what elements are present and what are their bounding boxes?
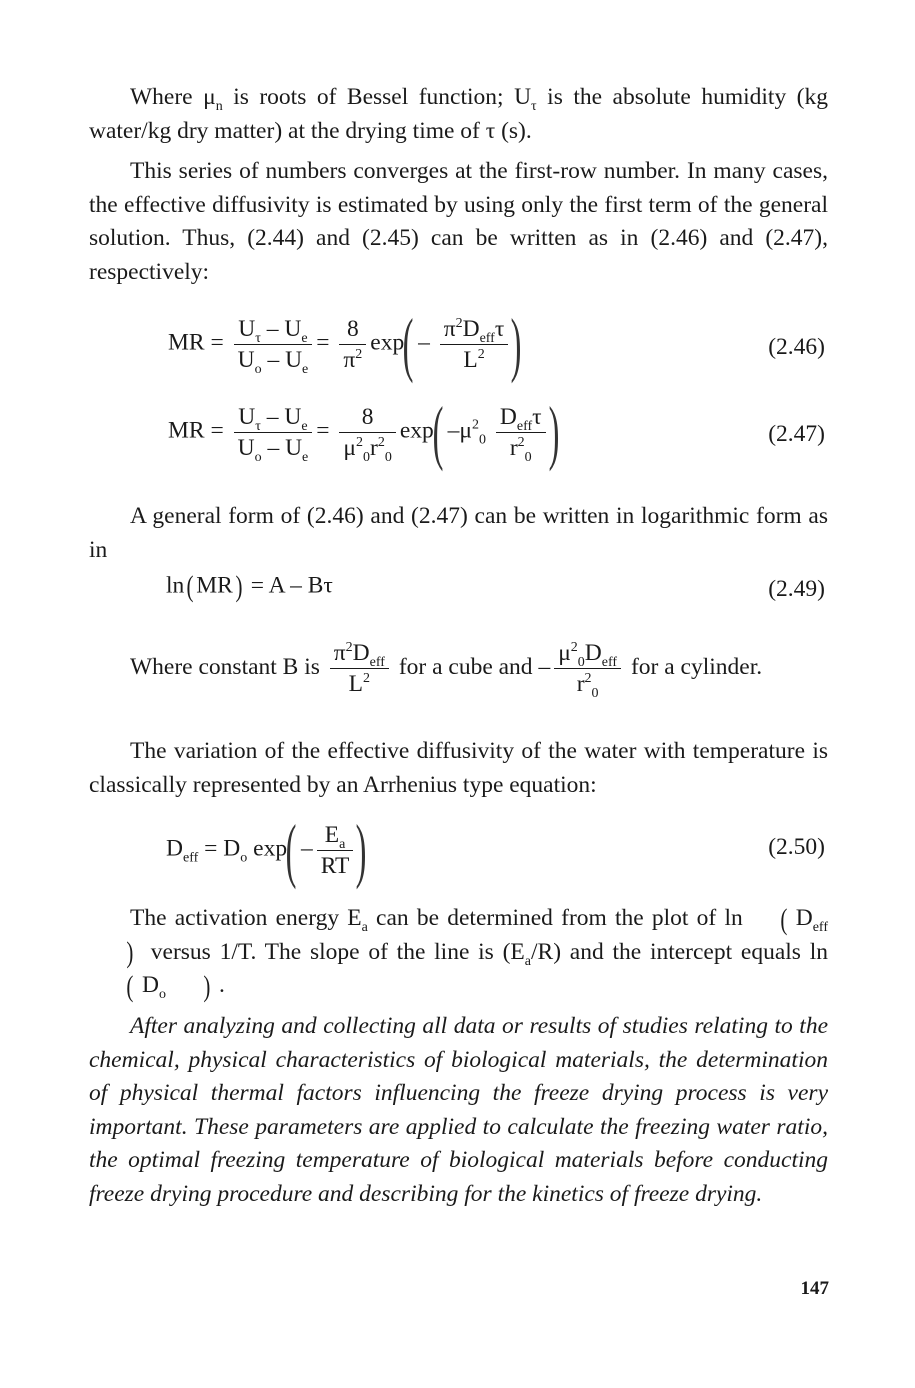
equation-number: (2.46): [768, 334, 825, 360]
text: Where constant B is: [130, 653, 320, 680]
ln-arg: MR: [196, 572, 233, 599]
paragraph-activation: The activation energy $E_a$ can be determined from the plot of ln ( $D_{eff}$) versus 1/T. The slope of the line is $(E_a/R)$ and the intercept equals ln( $D_o$ ) .: [126, 902, 828, 1003]
minus: –: [538, 653, 551, 680]
minus: –: [418, 329, 430, 356]
equation-2-50: $D_{eff} = D_o$ exp( – $\frac{E_a}{RT}$ ): [166, 810, 367, 890]
paragraph-conclusion: After analyzing and collecting all data or results of studies relating to the chemical, physical characteristics of biological materials, the determination of physical thermal factors influencing the freeze drying process is very important. These parameters are applied to calculate the freezing water ratio, the optimal freezing temperature of biological materials before conducting freeze drying procedure and describing for the kinetics of freeze drying.: [89, 1013, 828, 1207]
fraction: $\frac{E_a}{RT}$: [317, 820, 354, 881]
constant-b-line: [130, 638, 762, 699]
fraction: $\frac{\pi^2D_{eff}\tau}{L^2}$: [440, 314, 509, 375]
right-paren: ): [510, 304, 522, 384]
fraction: $\frac{D_{eff}\tau}{r^2_0}$: [496, 402, 546, 463]
equation-2-49: ln( MR) = A – Bτ: [166, 570, 333, 603]
paragraph-arrhenius: The variation of the effective diffusivity of the water with temperature is classically represented by an Arrhenius type equation:: [89, 738, 828, 798]
paragraph-general-form: A general form of (2.46) and (2.47) can be written in logarithmic form as in: [89, 503, 828, 563]
exp: exp: [370, 329, 405, 356]
right-paren: ): [355, 810, 367, 890]
left-paren: (: [402, 304, 414, 384]
subscript: τ: [531, 99, 537, 114]
minus: –: [300, 835, 313, 862]
equals: =: [316, 417, 330, 444]
fraction: $\frac{\mu^2_0D_{eff}}{r^2_0}$: [554, 638, 621, 699]
left-paren: (: [432, 392, 444, 472]
equation-number: (2.47): [768, 421, 825, 447]
equation-number: (2.50): [768, 834, 825, 860]
fraction: $\frac{8}{\pi^2}$: [339, 314, 366, 375]
fraction: $\frac{U_\tau - U_e}{U_o - U_e}$: [234, 314, 313, 375]
text: for a cube and: [398, 653, 533, 680]
equation-2-46: [168, 304, 522, 384]
paragraph-bessel: [89, 81, 828, 148]
eq-rhs: = A – Bτ: [244, 572, 333, 599]
text: is the absolute humidity (kg water/kg dry matter) at the drying time of τ (s).: [89, 84, 829, 144]
eq-lhs: MR =: [168, 417, 224, 444]
subscript: n: [215, 99, 223, 114]
equation-2-47: MR = $\frac{U_\tau - U_e}{U_o - U_e}$ = $\frac{8}{\mu^2_0r^2_0}$ exp( $-\mu^2_0$ $\frac{D_{eff}\tau}{r^2_0}$ ): [168, 392, 559, 472]
left-paren: (: [285, 810, 297, 890]
minus: –μ: [447, 417, 472, 444]
equation-number: (2.49): [768, 576, 825, 602]
text: is roots of Bessel function; U: [222, 84, 532, 110]
exp: exp: [399, 417, 434, 444]
exp: exp: [247, 835, 288, 862]
fraction: $\frac{U_\tau - U_e}{U_o - U_e}$: [234, 402, 313, 463]
ln: ln: [166, 572, 185, 599]
fraction: $\frac{\pi^2D_{eff}}{L^2}$: [330, 638, 389, 699]
right-paren: ): [548, 392, 559, 472]
equals: =: [316, 329, 330, 356]
text: Where μ: [130, 84, 216, 110]
page-number: 147: [800, 1278, 829, 1299]
text: for a cylinder.: [630, 653, 763, 680]
eq-lhs: MR =: [168, 329, 224, 356]
paragraph-series: This series of numbers converges at the first-row number. In many cases, the effective diffusivity is estimated by using only the first term of the general solution. Thus, (2.44) and (2.45) can be written as in (2.46) and (2.47), respectively:: [89, 158, 828, 285]
fraction: $\frac{8}{\mu^2_0r^2_0}$: [339, 402, 395, 463]
